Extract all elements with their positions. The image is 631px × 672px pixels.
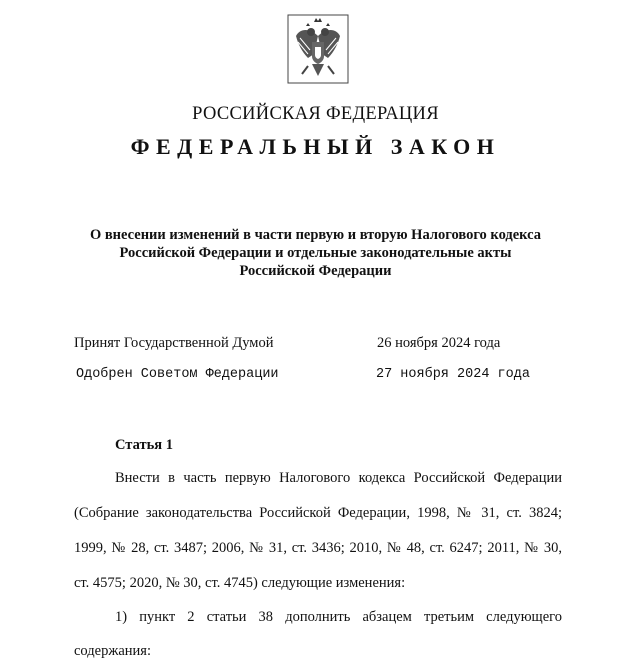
document-type-title: ФЕДЕРАЛЬНЫЙ ЗАКОН xyxy=(130,134,501,159)
country-name: РОССИЙСКАЯ ФЕДЕРАЦИЯ xyxy=(192,104,439,124)
article-text-line: содержания: xyxy=(74,643,152,659)
subject-line: О внесении изменений в части первую и вторую Налогового кодекса xyxy=(89,227,542,243)
law-subject xyxy=(40,226,591,280)
article-heading: Статья 1 xyxy=(115,437,173,453)
article-text-line: Внести в часть первую Налогового кодекса Российской Федерации xyxy=(115,470,562,486)
duma-adoption-label: Принят Государственной Думой xyxy=(74,335,274,351)
council-approval-date: 27 ноября 2024 года xyxy=(376,367,530,382)
council-approval-label: Одобрен Советом Федерации xyxy=(76,367,279,382)
article-text-line: ст. 4575; 2020, № 30, ст. 4745) следующие изменения: xyxy=(74,575,406,591)
article-text-line: 1) пункт 2 статьи 38 дополнить абзацем третьим следующего xyxy=(115,609,562,625)
subject-line: Российской Федерации xyxy=(239,263,392,279)
coat-of-arms-icon xyxy=(286,14,350,84)
article-text-line: (Собрание законодательства Российской Федерации, 1998, № 31, ст. 3824; xyxy=(74,505,562,521)
duma-adoption-date: 26 ноября 2024 года xyxy=(377,335,501,351)
subject-line: Российской Федерации и отдельные законодательные акты xyxy=(119,245,512,261)
article-text-line: 1999, № 28, ст. 3487; 2006, № 31, ст. 3436; 2010, № 48, ст. 6247; 2011, № 30, xyxy=(74,540,562,556)
